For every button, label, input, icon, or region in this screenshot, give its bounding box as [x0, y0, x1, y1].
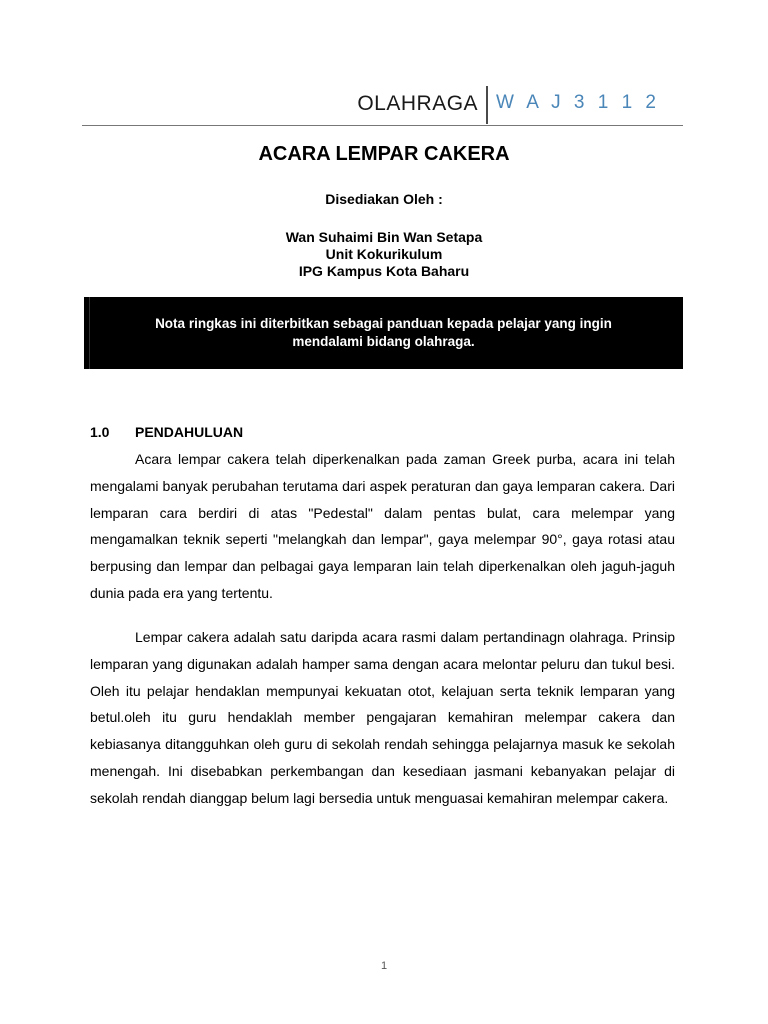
section-heading: [90, 424, 243, 440]
page-header: [357, 86, 660, 126]
note-text: Nota ringkas ini diterbitkan sebagai panduan kepada pelajar yang ingin mendalami bidang olahraga.: [155, 316, 612, 349]
prepared-by-label: Disediakan Oleh :: [325, 191, 443, 207]
paragraph-1: Acara lempar cakera telah diperkenalkan pada zaman Greek purba, acara ini telah mengalami banyak perubahan terutama dari aspek peraturan dan gaya lemparan cakera. Dari lemparan cara berdiri di atas "Pedestal" dalam pentas bulat, cara melempar yang mengamalkan teknik seperti "melangkah dan lempar", gaya melempar 90°, gaya rotasi atau berpusing dan lempar dan pelbagai gaya lemparan lain telah diperkenalkan oleh jaguh-jaguh dunia pada era yang tertentu.: [90, 451, 675, 601]
paragraph-2: Lempar cakera adalah satu daripda acara rasmi dalam pertandinagn olahraga. Prinsip lemparan yang digunakan adalah hamper sama dengan acara melontar peluru dan tukul besi. Oleh itu pelajar hendaklan mempunyai kekuatan otot, kelajuan serta teknik lemparan yang betul.oleh itu guru hendaklah member pengajaran kemahiran melempar cakera dan kebiasanya ditangguhkan oleh guru di sekolah rendah sehingga pelajarnya masuk ke sekolah menengah. Ini disebabkan perkembangan dan kesediaan jasmani kebanyakan pelajar di sekolah rendah dianggap belum lagi bersedia untuk menguasai kemahiran melempar cakera.: [90, 629, 675, 806]
document-title: ACARA LEMPAR CAKERA: [258, 143, 510, 165]
header-rule: [82, 125, 683, 126]
author-block: [0, 229, 768, 280]
page-number: 1: [380, 960, 388, 972]
header-subject: OLAHRAGA: [357, 92, 479, 115]
section-title: PENDAHULUAN: [135, 424, 244, 440]
header-divider: [486, 86, 488, 124]
author-unit: Unit Kokurikulum: [325, 246, 443, 262]
section-number: 1.0: [90, 424, 110, 440]
author-name: Wan Suhaimi Bin Wan Setapa: [285, 229, 483, 245]
note-box: [84, 297, 683, 369]
header-course-code: W A J 3 1 1 2: [496, 92, 660, 113]
author-institution: IPG Kampus Kota Baharu: [298, 263, 470, 279]
